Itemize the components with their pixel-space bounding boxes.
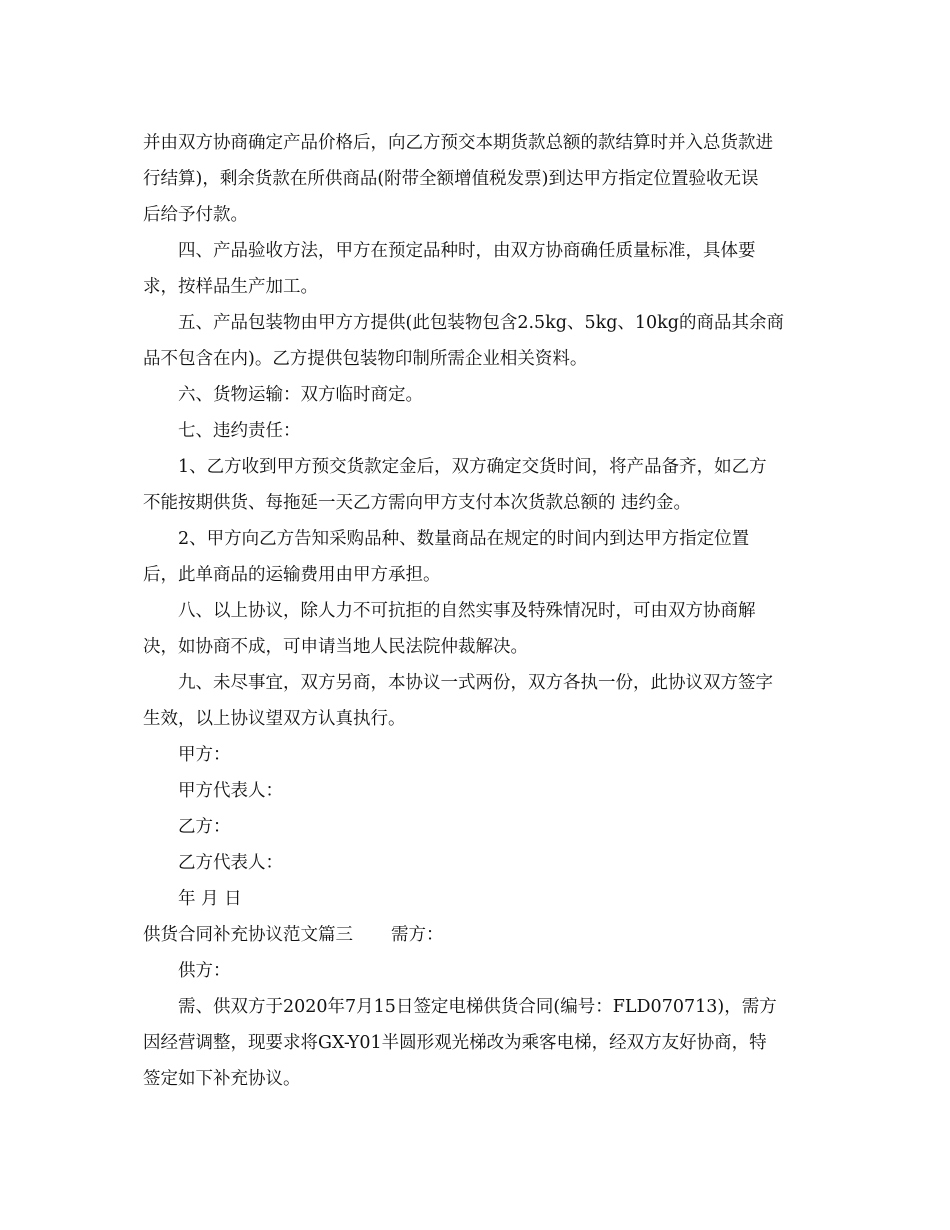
section-heading-line — [143, 917, 808, 953]
clause-4-line: 求，按样品生产加工。 — [143, 277, 318, 297]
paragraph-line: 后给予付款。 — [143, 205, 248, 225]
document-body — [143, 125, 808, 1097]
clause-6-line: 六、货物运输：双方临时商定。 — [178, 385, 423, 405]
clause-7-item-2-line: 后，此单商品的运输费用由甲方承担。 — [143, 565, 441, 585]
party-a-representative-label: 甲方代表人： — [178, 781, 283, 801]
supplier-label: 供方： — [178, 961, 231, 981]
party-b-representative-label: 乙方代表人： — [178, 853, 283, 873]
date-line: 年 月 日 — [178, 889, 242, 909]
clause-7-item-2-line: 2、甲方向乙方告知采购品种、数量商品在规定的时间内到达甲方指定位置 — [178, 529, 750, 549]
section-title: 供货合同补充协议范文篇三 — [143, 925, 353, 945]
clause-9-line: 九、未尽事宜，双方另商，本协议一式两份，双方各执一份，此协议双方签字 — [178, 673, 773, 693]
paragraph-line: 行结算)，剩余货款在所供商品(附带全额增值税发票)到达甲方指定位置验收无误 — [143, 169, 759, 189]
clause-7-item-1-line: 不能按期供货、每拖延一天乙方需向甲方支付本次货款总额的 违约金。 — [143, 493, 692, 513]
clause-5-line: 五、产品包装物由甲方方提供(此包装物包含2.5kg、5kg、10kg的商品其余商 — [178, 313, 784, 333]
party-b-label: 乙方： — [178, 817, 231, 837]
party-a-label: 甲方： — [178, 745, 231, 765]
paragraph-line: 并由双方协商确定产品价格后，向乙方预交本期货款总额的款结算时并入总货款进 — [143, 133, 773, 153]
clause-9-line: 生效，以上协议望双方认真执行。 — [143, 709, 406, 729]
clause-5-line: 品不包含在内)。乙方提供包装物印制所需企业相关资料。 — [143, 349, 588, 369]
supplement-paragraph-line: 因经营调整，现要求将GX-Y01半圆形观光梯改为乘客电梯，经双方友好协商，特 — [143, 1033, 767, 1053]
supplement-paragraph-line: 需、供双方于2020年7月15日签定电梯供货合同(编号：FLD070713)，需方 — [178, 997, 777, 1017]
clause-7-heading: 七、违约责任： — [178, 421, 301, 441]
clause-7-item-1-line: 1、乙方收到甲方预交货款定金后，双方确定交货时间，将产品备齐，如乙方 — [178, 457, 767, 477]
clause-4-line: 四、产品验收方法，甲方在预定品种时，由双方协商确任质量标准，具体要 — [178, 241, 756, 261]
supplement-paragraph-line: 签定如下补充协议。 — [143, 1069, 301, 1089]
clause-8-line: 决，如协商不成，可申请当地人民法院仲裁解决。 — [143, 637, 528, 657]
buyer-label: 需方： — [391, 925, 444, 945]
clause-8-line: 八、以上协议，除人力不可抗拒的自然实事及特殊情况时，可由双方协商解 — [178, 601, 756, 621]
